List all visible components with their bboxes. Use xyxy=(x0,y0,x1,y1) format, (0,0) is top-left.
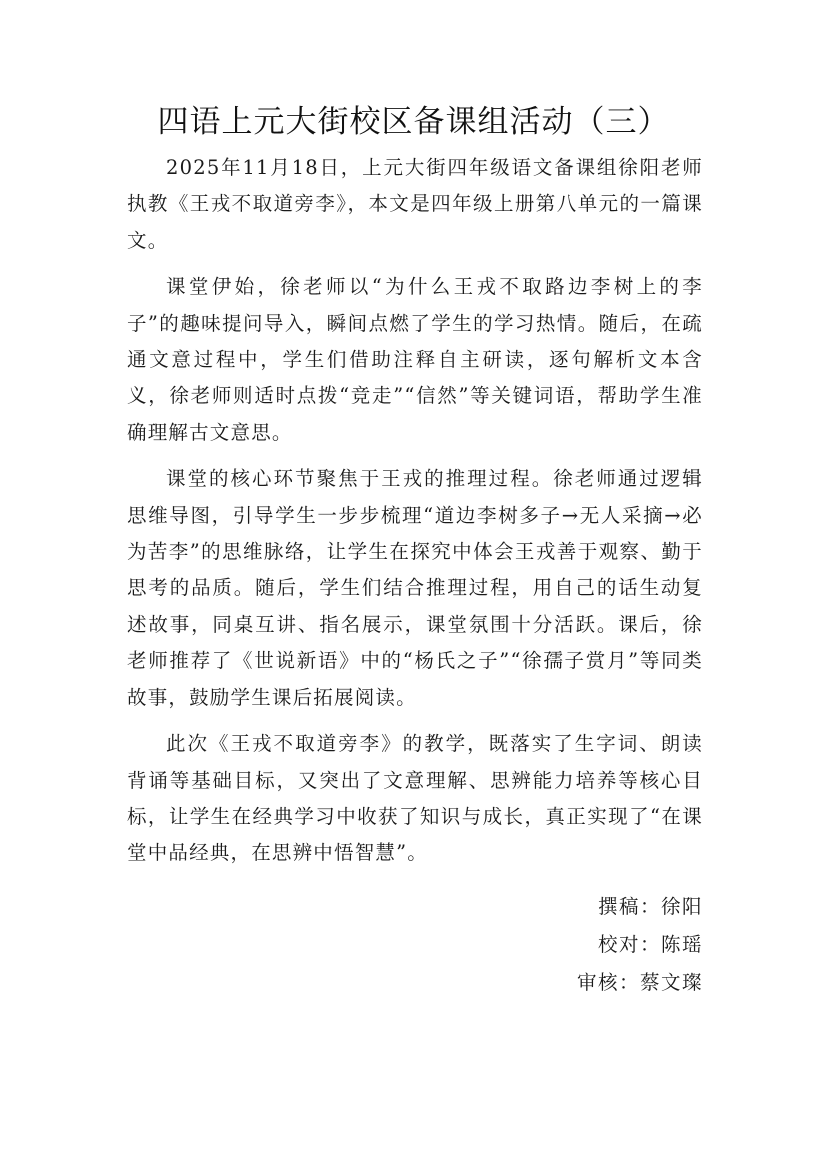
writer-credit: 撰稿：徐阳 xyxy=(597,895,703,918)
signature-block xyxy=(577,888,703,1002)
paragraph-3: 课堂的核心环节聚焦于王戎的推理过程。徐老师通过逻辑思维导图，引导学生一步步梳理“道边李树多子→无人采摘→必为苦李”的思维脉络，让学生在探究中体会王戎善于观察、勤于思考的品质。随后，学生们结合推理过程，用自己的话生动复述故事，同桌互讲、指名展示，课堂氛围十分活跃。课后，徐老师推荐了《世说新语》中的“杨氏之子”“徐孺子赏月”等同类故事，鼓励学生课后拓展阅读。 xyxy=(127,467,703,709)
page-title: 四语上元大街校区备课组活动（三） xyxy=(157,104,670,140)
paragraph-2: 课堂伊始，徐老师以“为什么王戎不取路边李树上的李子”的趣味提问导入，瞬间点燃了学生的学习热情。随后，在疏通文意过程中，学生们借助注释自主研读，逐句解析文本含义，徐老师则适时点拨“竞走”“信然”等关键词语，帮助学生准确理解古文意思。 xyxy=(127,275,703,444)
reviewer-credit: 审核：蔡文璨 xyxy=(576,971,703,994)
article-body xyxy=(127,150,703,882)
paragraph-1: 2025年11月18日，上元大街四年级语文备课组徐阳老师执教《王戎不取道旁李》，本文是四年级上册第八单元的一篇课文。 xyxy=(127,156,703,252)
proofreader-credit: 校对：陈瑶 xyxy=(597,933,703,956)
paragraph-4: 此次《王戎不取道旁李》的教学，既落实了生字词、朗读背诵等基础目标，又突出了文意理解、思辨能力培养等核心目标，让学生在经典学习中收获了知识与成长，真正实现了“在课堂中品经典，在思辨中悟智慧”。 xyxy=(127,732,703,865)
